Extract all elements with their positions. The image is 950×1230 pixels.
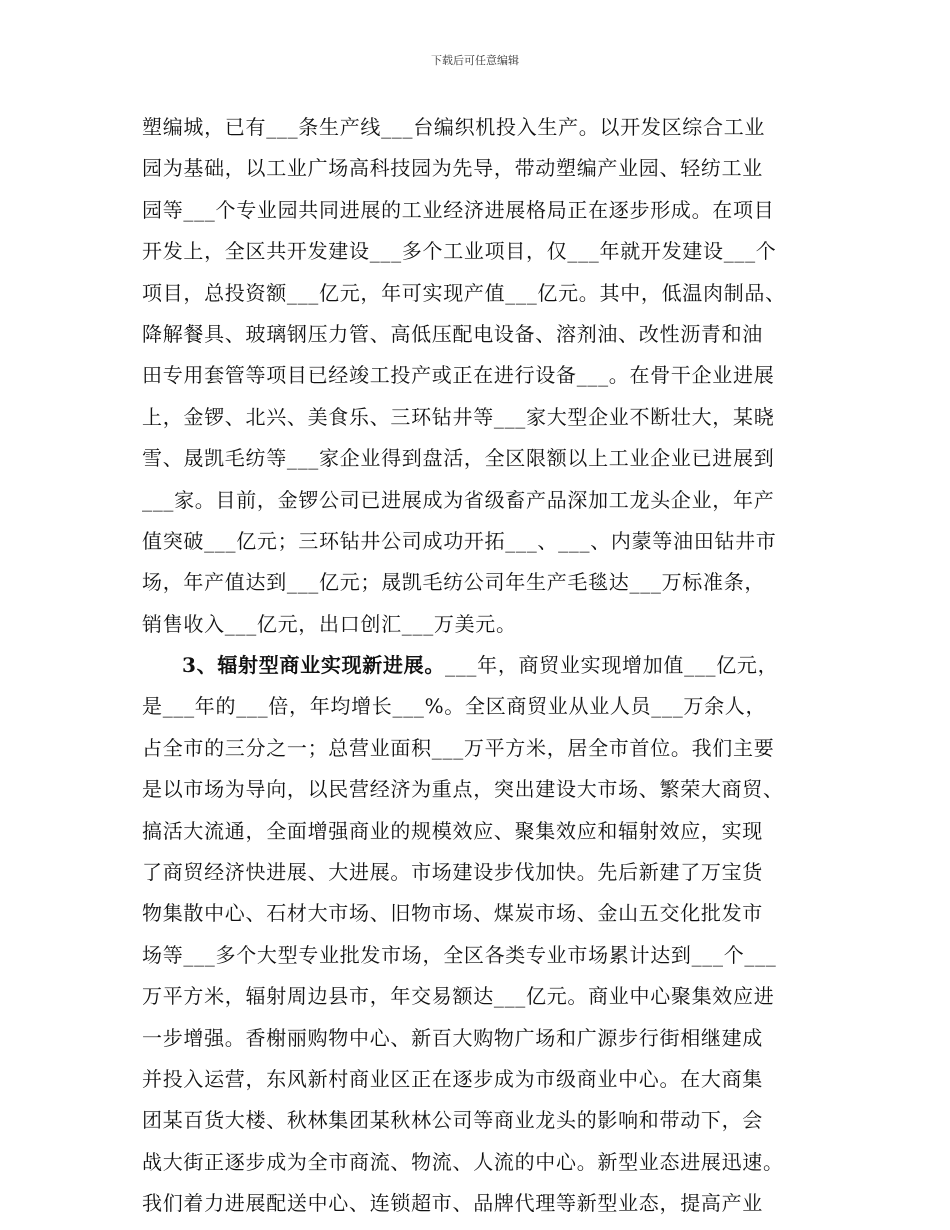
text-line: ___家。目前，金锣公司已进展成为省级畜产品深加工龙头企业，年产 — [142, 487, 775, 512]
text-line: 物集散中心、石材大市场、旧物市场、煤炭市场、金山五交化批发市 — [142, 901, 763, 926]
text-line: 一步增强。香榭丽购物中心、新百大购物广场和广源步行街相继建成 — [142, 1025, 763, 1050]
text-line: 搞活大流通，全面增强商业的规模效应、聚集效应和辐射效应，实现 — [142, 818, 763, 843]
text-line: 田专用套管等项目已经竣工投产或正在进行设备___。在骨干企业进展 — [142, 363, 775, 388]
text-line: 开发上，全区共开发建设___多个工业项目，仅___年就开发建设___个 — [142, 239, 777, 264]
text-line: 我们着力进展配送中心、连锁超市、品牌代理等新型业态，提高产业 — [142, 1191, 763, 1216]
document-body — [142, 107, 822, 1225]
text-line: 上，金锣、北兴、美食乐、三环钻井等___家大型企业不断壮大，某晓 — [142, 404, 775, 429]
text-line: 了商贸经济快进展、大进展。市场建设步伐加快。先后新建了万宝货 — [142, 860, 763, 885]
text-line: 值突破___亿元；三环钻井公司成功开拓___、___、内蒙等油田钻井市 — [142, 528, 777, 553]
text-line: 是以市场为导向，以民营经济为重点，突出建设大市场、繁荣大商贸、 — [142, 777, 784, 802]
text-line: 园为基础，以工业广场高科技园为先导，带动塑编产业园、轻纺工业 — [142, 156, 763, 181]
section-lead-text: ___年，商贸业实现增加值___亿元， — [445, 653, 779, 678]
text-line: 降解餐具、玻璃钢压力管、高低压配电设备、溶剂油、改性沥青和油 — [142, 321, 763, 346]
text-line: 塑编城，已有___条生产线___台编织机投入生产。以开发区综合工业 — [142, 115, 766, 139]
paragraph-industry — [142, 107, 822, 645]
section-heading: 3、辐射型商业实现新进展。 — [182, 653, 446, 678]
text-line: 场，年产值达到___亿元；晟凯毛纺公司年生产毛毯达___万标准条， — [142, 570, 766, 595]
text-line: 并投入运营，东风新村商业区正在逐步成为市级商业中心。在大商集 — [142, 1066, 763, 1091]
page-header: 下载后可任意编辑 — [431, 54, 519, 67]
text-line: 万平方米，辐射周边县市，年交易额达___亿元。商业中心聚集效应进 — [142, 984, 775, 1009]
text-line: 战大街正逐步成为全市商流、物流、人流的中心。新型业态进展迅速。 — [142, 1149, 784, 1174]
text-line: 销售收入___亿元，出口创汇___万美元。 — [142, 611, 517, 636]
text-line: 占全市的三分之一；总营业面积___万平方米，居全市首位。我们主要 — [142, 735, 775, 760]
text-line: 项目，总投资额___亿元，年可实现产值___亿元。其中，低温肉制品、 — [142, 280, 786, 305]
text-line: 雪、晟凯毛纺等___家企业得到盘活，全区限额以上工业企业已进展到 — [142, 446, 775, 471]
text-line: 团某百货大楼、秋林集团某秋林公司等商业龙头的影响和带动下，会 — [142, 1108, 763, 1133]
text-line: 园等___个专业园共同进展的工业经济进展格局正在逐步形成。在项目 — [142, 197, 775, 222]
text-line: 场等___多个大型专业批发市场，全区各类专业市场累计达到___个___ — [142, 942, 777, 967]
paragraph-commerce — [142, 645, 822, 1224]
text-line: 是___年的___倍，年均增长___%。全区商贸业从业人员___万余人， — [142, 694, 767, 719]
text-line-first — [142, 645, 822, 686]
